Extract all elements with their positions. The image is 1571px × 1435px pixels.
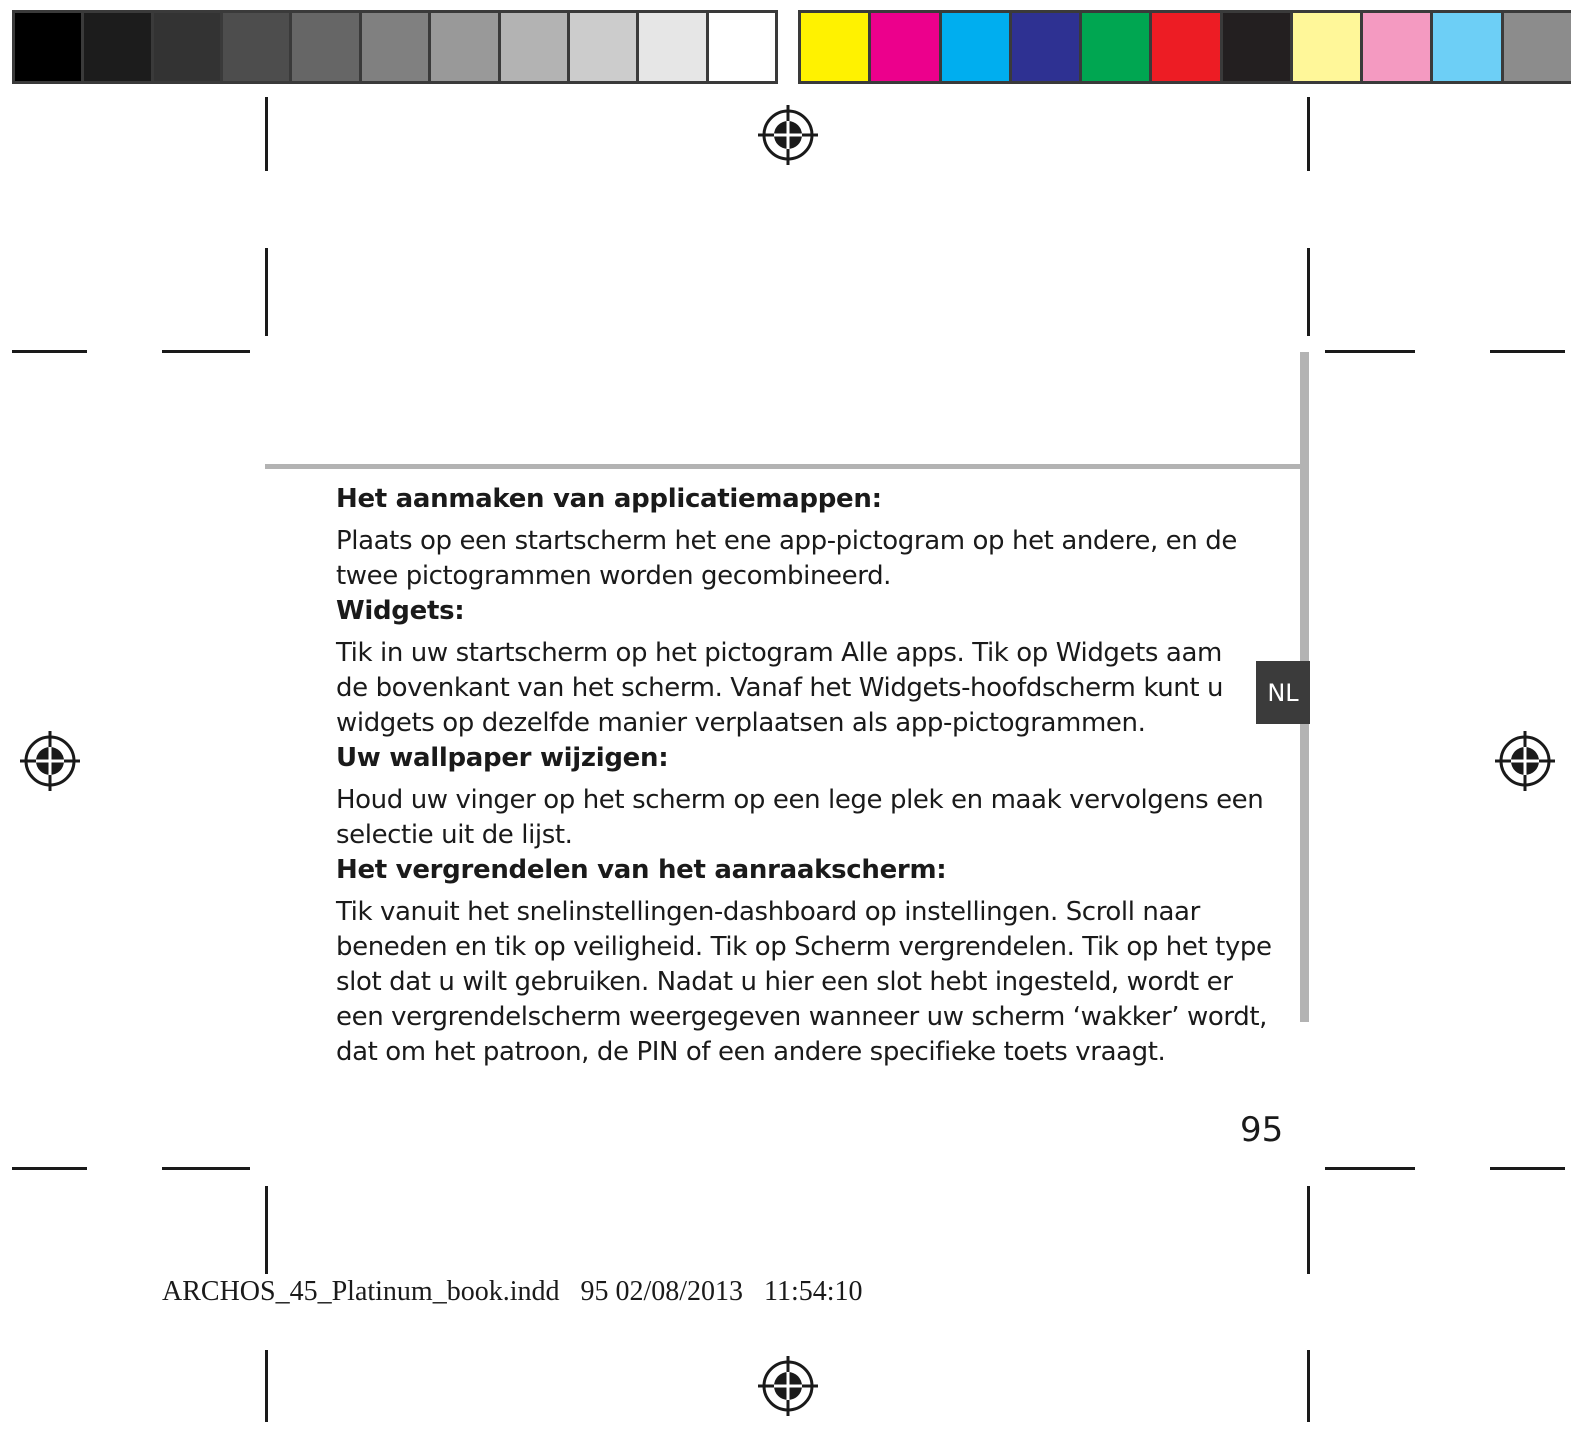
- gray-swatch: [362, 13, 431, 81]
- body-line: Tik in uw startscherm op het pictogram Alle apps. Tik op Widgets aam: [336, 638, 1222, 668]
- color-swatch: [1152, 13, 1222, 81]
- gray-swatch: [431, 13, 500, 81]
- header-rule: [265, 464, 1309, 469]
- crop-mark: [265, 248, 268, 336]
- gray-swatch: [709, 13, 778, 81]
- gray-swatch: [84, 13, 153, 81]
- slug-line: ARCHOS_45_Platinum_book.indd 95 02/08/2013 11:54:10: [162, 1276, 863, 1307]
- registration-mark-icon: [19, 730, 81, 792]
- body-line: de bovenkant van het scherm. Vanaf het Widgets-hoofdscherm kunt u: [336, 673, 1224, 703]
- color-swatch: [1363, 13, 1433, 81]
- gray-swatch: [223, 13, 292, 81]
- gray-swatch: [15, 13, 84, 81]
- crop-mark: [265, 1186, 268, 1274]
- body-line: Plaats op een startscherm het ene app-pictogram op het andere, en de: [336, 526, 1237, 556]
- crop-mark: [12, 1167, 87, 1170]
- section: [336, 853, 1272, 1070]
- crop-mark: [1325, 350, 1415, 353]
- section: [336, 594, 1256, 741]
- registration-mark-icon: [757, 1355, 819, 1417]
- page-content: [336, 482, 1272, 1070]
- body-line: selectie uit de lijst.: [336, 820, 573, 850]
- section-body: [336, 636, 1256, 741]
- section: [336, 741, 1264, 853]
- section-heading: Het aanmaken van applicatiemappen:: [336, 484, 882, 514]
- body-line: twee pictogrammen worden gecombineerd.: [336, 561, 892, 591]
- body-line: Tik vanuit het snelinstellingen-dashboard op instellingen. Scroll naar: [336, 897, 1200, 927]
- crop-mark: [12, 350, 87, 353]
- color-swatch: [871, 13, 941, 81]
- color-swatch: [1293, 13, 1363, 81]
- gray-swatch: [639, 13, 708, 81]
- section: [336, 482, 1256, 594]
- color-swatch: [1433, 13, 1503, 81]
- crop-mark: [1490, 1167, 1565, 1170]
- gray-swatch: [501, 13, 570, 81]
- section-body: [336, 783, 1264, 853]
- gray-swatch: [570, 13, 639, 81]
- process-color-bar: [798, 10, 1571, 84]
- crop-mark: [162, 1167, 250, 1170]
- color-swatch: [801, 13, 871, 81]
- crop-mark: [1307, 97, 1310, 171]
- crop-mark: [265, 1350, 268, 1422]
- body-line: widgets op dezelfde manier verplaatsen als app-pictogrammen.: [336, 708, 1146, 738]
- color-swatch: [1012, 13, 1082, 81]
- registration-mark-icon: [1494, 730, 1556, 792]
- section-body: [336, 524, 1256, 594]
- page-number: 95: [1240, 1110, 1284, 1150]
- color-swatch: [942, 13, 1012, 81]
- section-heading: Uw wallpaper wijzigen:: [336, 743, 669, 773]
- color-swatch: [1223, 13, 1293, 81]
- language-tab: NL: [1256, 661, 1310, 724]
- body-line: dat om het patroon, de PIN of een andere specifieke toets vraagt.: [336, 1037, 1166, 1067]
- gray-swatch: [154, 13, 223, 81]
- crop-mark: [1325, 1167, 1415, 1170]
- body-line: een vergrendelscherm weergegeven wanneer uw scherm ‘wakker’ wordt,: [336, 1002, 1268, 1032]
- crop-mark: [1490, 350, 1565, 353]
- gray-swatch: [292, 13, 361, 81]
- body-line: Houd uw vinger op het scherm op een lege plek en maak vervolgens een: [336, 785, 1264, 815]
- section-heading: Widgets:: [336, 596, 465, 626]
- crop-mark: [1307, 1350, 1310, 1422]
- color-swatch: [1504, 13, 1571, 81]
- body-line: slot dat u wilt gebruiken. Nadat u hier een slot hebt ingesteld, wordt er: [336, 967, 1233, 997]
- section-body: [336, 895, 1272, 1070]
- body-line: beneden en tik op veiligheid. Tik op Scherm vergrendelen. Tik op het type: [336, 932, 1272, 962]
- color-swatch: [1082, 13, 1152, 81]
- grayscale-color-bar: [12, 10, 778, 84]
- section-heading: Het vergrendelen van het aanraakscherm:: [336, 855, 947, 885]
- crop-mark: [265, 97, 268, 171]
- registration-mark-icon: [757, 104, 819, 166]
- crop-mark: [162, 350, 250, 353]
- crop-mark: [1307, 248, 1310, 336]
- crop-mark: [1307, 1186, 1310, 1274]
